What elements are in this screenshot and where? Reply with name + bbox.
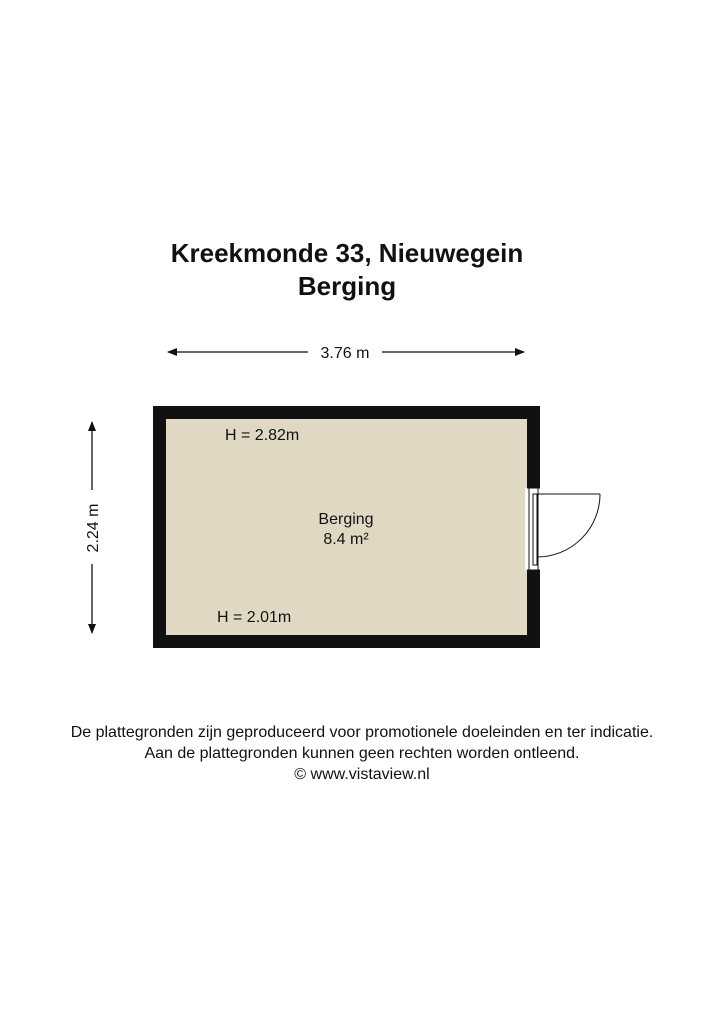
door-leaf	[533, 494, 537, 565]
width-dimension-label: 3.76 m	[320, 345, 370, 362]
depth-dimension-label: 2.24 m	[85, 503, 102, 553]
disclaimer-line-2: Aan de plattegronden kunnen geen rechten worden ontleend.	[144, 745, 580, 762]
ceiling-height-top: H = 2.82m	[225, 427, 300, 444]
plan-title-address: Kreekmonde 33, Nieuwegein	[170, 238, 524, 268]
copyright-notice: © www.vistaview.nl	[294, 766, 430, 783]
door	[525, 488, 600, 570]
room-area: 8.4 m²	[323, 531, 369, 548]
room-name: Berging	[318, 511, 374, 528]
ceiling-height-bottom: H = 2.01m	[217, 609, 292, 626]
depth-dimension	[85, 422, 102, 633]
width-dimension	[168, 345, 524, 362]
door-swing-arc	[537, 494, 600, 557]
plan-title-floor: Berging	[297, 271, 397, 301]
disclaimer-line-1: De plattegronden zijn geproduceerd voor promotionele doeleinden en ter indicatie.	[70, 724, 654, 741]
